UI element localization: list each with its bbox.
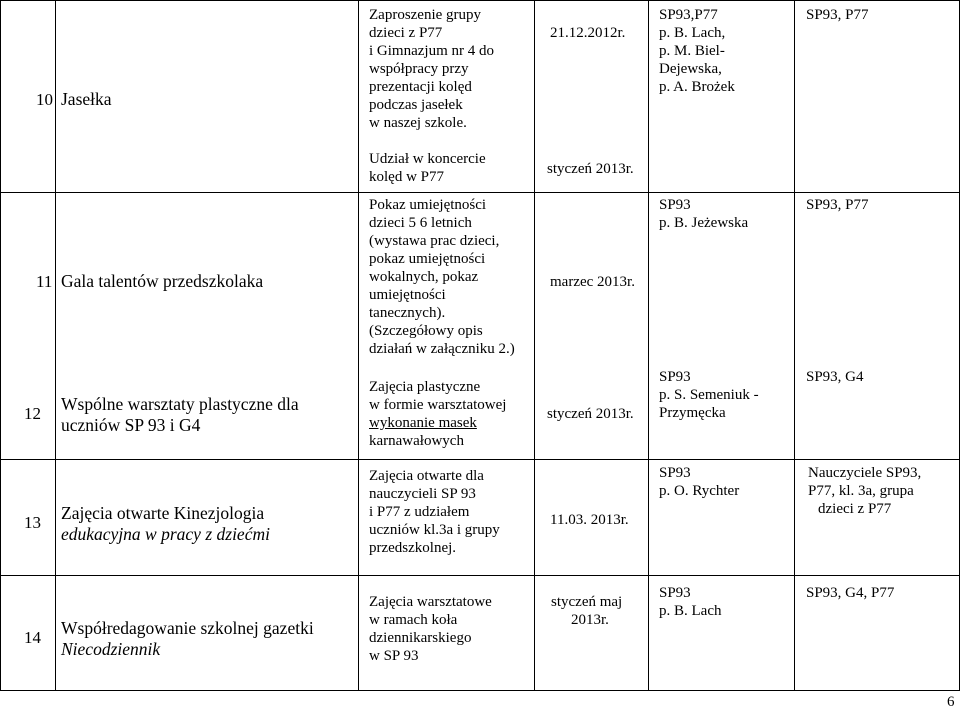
description-line: dziennikarskiego (369, 630, 472, 646)
partners-line: dzieci z P77 (818, 501, 892, 517)
responsible-line: SP93 (659, 465, 691, 481)
description-line: w naszej szkole. (369, 115, 467, 131)
partners-line: Nauczyciele SP93, (808, 465, 922, 481)
event-date: 11.03. 2013r. (550, 512, 629, 528)
description-line: dzieci 5 6 letnich (369, 215, 472, 231)
event-name: uczniów SP 93 i G4 (61, 415, 201, 435)
description-line: współpracy przy (369, 61, 469, 77)
event-name: Współredagowanie szkolnej gazetki (61, 618, 314, 638)
description-line: wykonanie masek (369, 415, 477, 431)
event-name: Jasełka (61, 89, 112, 109)
event-name: Wspólne warsztaty plastyczne dla (61, 394, 299, 414)
row-number: 10 (36, 90, 53, 109)
responsible-line: Dejewska, (659, 61, 722, 77)
responsible-line: Przymęcka (659, 405, 726, 421)
table-rule (0, 192, 960, 193)
description-line: podczas jasełek (369, 97, 463, 113)
description-line: kolęd w P77 (369, 169, 444, 185)
table-rule (0, 0, 960, 1)
description-line: działań w załączniku 2.) (369, 341, 515, 357)
description-line: w ramach koła (369, 612, 458, 628)
description-line: Zajęcia warsztatowe (369, 594, 492, 610)
page-number: 6 (947, 694, 955, 710)
responsible-line: p. M. Biel- (659, 43, 725, 59)
description-line: i Gimnazjum nr 4 do (369, 43, 494, 59)
event-partners: SP93, G4 (806, 369, 864, 385)
responsible-line: p. O. Rychter (659, 483, 740, 499)
row-number: 13 (24, 513, 41, 532)
table-rule (0, 0, 1, 691)
responsible-line: SP93,P77 (659, 7, 718, 23)
description-line: pokaz umiejętności (369, 251, 486, 267)
responsible-line: p. A. Brożek (659, 79, 735, 95)
table-rule (534, 0, 535, 691)
description-line: dzieci z P77 (369, 25, 443, 41)
event-date: marzec 2013r. (550, 274, 635, 290)
table-rule (648, 0, 649, 691)
table-rule (0, 690, 960, 691)
responsible-line: SP93 (659, 585, 691, 601)
description-line: prezentacji kolęd (369, 79, 472, 95)
description-line: (Szczegółowy opis (369, 323, 483, 339)
description-line: karnawałowych (369, 433, 464, 449)
description-line: przedszkolnej. (369, 540, 457, 556)
responsible-line: p. B. Lach (659, 603, 722, 619)
description-line: w formie warsztatowej (369, 397, 507, 413)
description-line: tanecznych). (369, 305, 446, 321)
description-line: Zajęcia otwarte dla (369, 468, 484, 484)
description-line: wokalnych, pokaz (369, 269, 479, 285)
table-rule (55, 0, 56, 691)
row-number: 11 (36, 272, 53, 291)
responsible-line: p. B. Lach, (659, 25, 726, 41)
description-line: umiejętności (369, 287, 446, 303)
description-line: Pokaz umiejętności (369, 197, 487, 213)
responsible-line: p. S. Semeniuk - (659, 387, 759, 403)
row-number: 12 (24, 404, 41, 423)
event-name: Zajęcia otwarte Kinezjologia (61, 503, 265, 523)
responsible-line: p. B. Jeżewska (659, 215, 749, 231)
description-line: Udział w koncercie (369, 151, 486, 167)
description-line: w SP 93 (369, 648, 419, 664)
event-partners: SP93, P77 (806, 197, 869, 213)
event-partners: SP93, G4, P77 (806, 585, 895, 601)
event-date: styczeń 2013r. (547, 406, 634, 422)
event-partners: SP93, P77 (806, 7, 869, 23)
description-line: i P77 z udziałem (369, 504, 470, 520)
date-line: styczeń maj (551, 594, 623, 610)
partners-line: P77, kl. 3a, grupa (808, 483, 914, 499)
description-line: Zaproszenie grupy (369, 7, 482, 23)
table-rule (0, 575, 960, 576)
description-line: Zajęcia plastyczne (369, 379, 481, 395)
responsible-line: SP93 (659, 197, 691, 213)
table-rule (794, 0, 795, 691)
row-number: 14 (24, 628, 41, 647)
event-name: Gala talentów przedszkolaka (61, 271, 264, 291)
event-name: edukacyjna w pracy z dziećmi (61, 524, 270, 544)
description-line: uczniów kl.3a i grupy (369, 522, 500, 538)
event-name: Niecodziennik (61, 639, 161, 659)
table-rule (358, 0, 359, 691)
event-date: 21.12.2012r. (550, 25, 626, 41)
table-rule (0, 459, 960, 460)
event-date: styczeń 2013r. (547, 161, 634, 177)
description-line: (wystawa prac dzieci, (369, 233, 500, 249)
date-line: 2013r. (571, 612, 609, 628)
responsible-line: SP93 (659, 369, 691, 385)
description-line: nauczycieli SP 93 (369, 486, 476, 502)
